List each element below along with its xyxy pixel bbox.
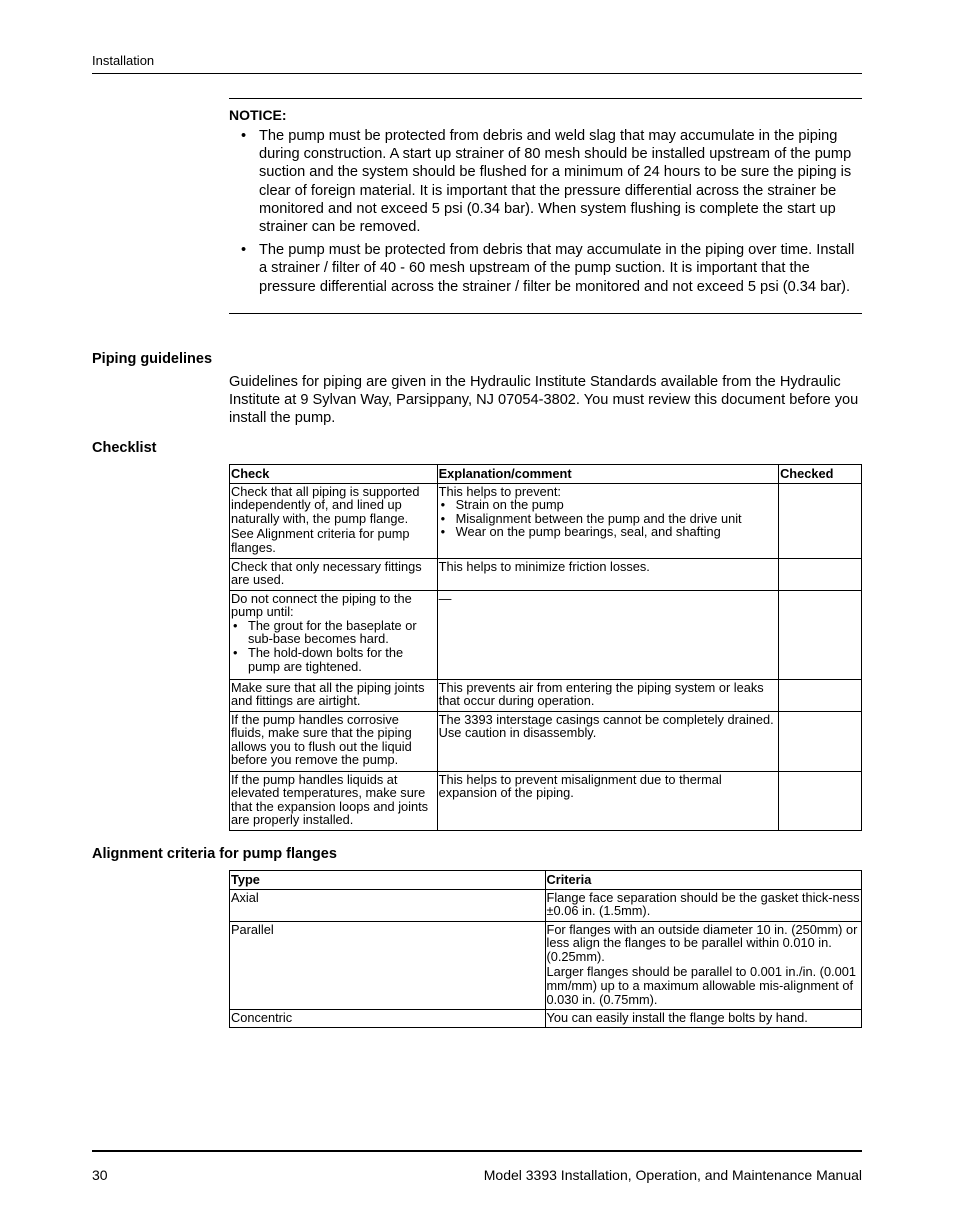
table-row [230,771,862,830]
bullet-icon: • [241,128,247,144]
explanation-cell: This prevents air from entering the piping system or leaks that occur during operation. [437,679,778,711]
check-text: Check that all piping is supported independently of, and lined up naturally with, the pump flange. [231,483,420,526]
table-row [230,590,862,679]
criteria-text: For flanges with an outside diameter 10 in. (250mm) or less align the flanges to be parallel within 0.010 in. (0.25mm). [546,921,858,964]
checklist-heading: Checklist [92,440,157,456]
list-item [439,525,777,539]
check-note: See Alignment criteria for pump flanges. [231,526,410,555]
list-item-text: The grout for the baseplate or sub-base becomes hard. [248,617,417,647]
explanation-cell: — [437,590,778,679]
notice-item [229,241,862,296]
check-text: Do not connect the piping to the pump until: [231,590,412,620]
checklist-table [229,464,862,831]
footer-rule [92,1150,862,1152]
list-item [439,498,777,512]
bullet-icon: • [440,497,446,513]
table-header-row [230,465,862,484]
check-cell [230,483,438,558]
page-number: 30 [92,1167,108,1183]
list-item-text: The hold-down bolts for the pump are tightened. [248,644,404,674]
explanation-cell: The 3393 interstage casings cannot be completely drained. Use caution in disassembly. [437,711,778,771]
list-item-text: Strain on the pump [455,497,564,513]
check-cell [230,590,438,679]
alignment-table [229,870,862,1028]
explanation-cell [437,483,778,558]
piping-heading: Piping guidelines [92,351,213,367]
notice-item [229,127,862,236]
column-header: Criteria [545,871,862,890]
explanation-text: This helps to prevent: [438,483,561,499]
notice-box [229,98,862,314]
check-list [231,619,436,673]
notice-list [229,127,862,296]
bullet-icon: • [440,510,446,526]
list-item [231,619,436,646]
table-header-row [230,871,862,890]
check-cell: Check that only necessary fittings are used. [230,558,438,590]
list-item-text: Wear on the pump bearings, seal, and shafting [455,524,721,540]
checked-cell[interactable] [779,590,862,679]
checked-cell[interactable] [779,679,862,711]
notice-title: NOTICE: [229,107,287,123]
table-row [230,483,862,558]
list-item [439,512,777,526]
notice-item-text: The pump must be protected from debris and weld slag that may accumulate in the piping during construction. A start up strainer of 80 mesh should be installed upstream of the pump suction and the system should be flushed for a minimum of 24 hours to be sure the piping is clear of foreign material. It is important that the pressure differential across the strainer be monitored and not exceed 5 psi (0.34 bar). When system flushing is complete the start up strainer can be removed. [259,128,852,236]
running-header: Installation [92,53,155,68]
type-cell: Concentric [230,1009,546,1027]
table-row [230,921,862,1009]
bullet-icon: • [233,617,238,633]
table-row [230,889,862,921]
table-row [230,1009,862,1027]
column-header: Check [230,465,438,484]
explanation-cell: This helps to prevent misalignment due to thermal expansion of the piping. [437,771,778,830]
column-header: Type [230,871,546,890]
criteria-cell [545,921,862,1009]
column-header: Checked [779,465,862,484]
bullet-icon: • [233,644,238,660]
manual-title: Model 3393 Installation, Operation, and Maintenance Manual [483,1167,862,1183]
explanation-cell: This helps to minimize friction losses. [437,558,778,590]
check-cell: If the pump handles corrosive fluids, make sure that the piping allows you to flush out the liquid before you remove the pump. [230,711,438,771]
table-row [230,558,862,590]
table-row [230,711,862,771]
checked-cell[interactable] [779,771,862,830]
checked-cell[interactable] [779,483,862,558]
check-cell: If the pump handles liquids at elevated temperatures, make sure that the expansion loops and joints are properly installed. [230,771,438,830]
check-cell: Make sure that all the piping joints and fittings are airtight. [230,679,438,711]
header-rule [92,73,862,74]
alignment-heading: Alignment criteria for pump flanges [92,846,337,862]
checked-cell[interactable] [779,711,862,771]
criteria-cell: You can easily install the flange bolts by hand. [545,1009,862,1027]
column-header: Explanation/comment [437,465,778,484]
table-row [230,679,862,711]
list-item-text: Misalignment between the pump and the drive unit [455,510,742,526]
criteria-text: Larger flanges should be parallel to 0.001 in./in. (0.001 mm/mm) up to a maximum allowable mis-alignment of 0.030 in. (0.75mm). [546,964,856,1007]
type-cell: Axial [230,889,546,921]
piping-paragraph: Guidelines for piping are given in the Hydraulic Institute Standards available from the Hydraulic Institute at 9 Sylvan Way, Parsippany, NJ 07054-3802. You must review this document before you install the pump. [229,374,859,427]
notice-item-text: The pump must be protected from debris that may accumulate in the piping over time. Install a strainer / filter of 40 - 60 mesh upstream of the pump suction. It is important that the pressure differential across the strainer / filter be monitored and not exceed 5 psi (0.34 bar). [259,242,855,295]
type-cell: Parallel [230,921,546,1009]
criteria-cell: Flange face separation should be the gasket thick-ness ±0.06 in. (1.5mm). [545,889,862,921]
list-item [231,646,436,673]
bullet-icon: • [440,524,446,540]
checked-cell[interactable] [779,558,862,590]
explanation-list [439,498,777,539]
bullet-icon: • [241,242,247,259]
